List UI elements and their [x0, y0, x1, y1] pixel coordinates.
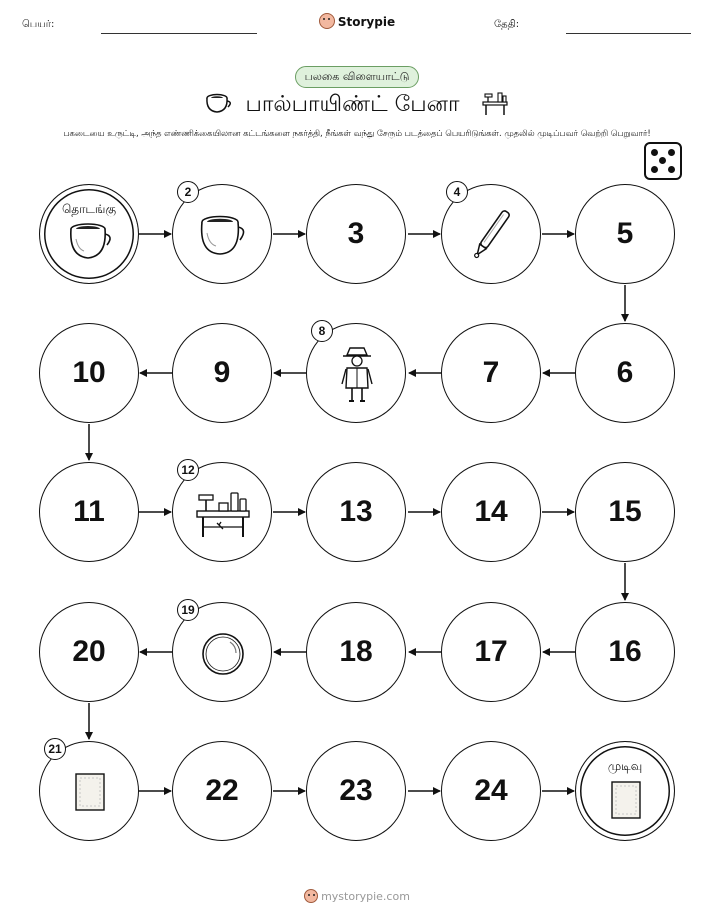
start-label: தொடங்கு: [61, 202, 117, 216]
cell-number: 13: [339, 495, 373, 528]
cell-number-tag: 4: [446, 181, 468, 203]
board-cell-22: [172, 741, 272, 841]
board-cell-19: [172, 602, 272, 702]
board-cell-6: [575, 323, 675, 423]
board-cell-12: [172, 462, 272, 562]
cell-number: 10: [72, 356, 106, 389]
board-cell-24: [441, 741, 541, 841]
cell-number: 3: [347, 217, 365, 250]
cell-number-tag: 19: [177, 599, 199, 621]
cell-number: 18: [339, 635, 373, 668]
cell-number-tag: 12: [177, 459, 199, 481]
brand-name: Storypie: [337, 15, 396, 29]
cell-number-tag: 21: [44, 738, 66, 760]
board-cell-18: [306, 602, 406, 702]
cell-number: 16: [608, 635, 642, 668]
cell-number: 5: [616, 217, 634, 250]
cell-number-tag: 2: [177, 181, 199, 203]
cell-number: 23: [339, 774, 373, 807]
workbench-icon: [191, 489, 255, 539]
board-cell-9: [172, 323, 272, 423]
title-text: பால்பாயிண்ட் பேனா: [245, 92, 460, 117]
board-cell-17: [441, 602, 541, 702]
board-cell-11: [39, 462, 139, 562]
cell-number: 15: [608, 495, 642, 528]
detective-icon: [339, 346, 375, 404]
cell-number: 22: [205, 774, 239, 807]
board-game-badge: பலகை விளையாட்டு: [295, 66, 419, 88]
board-cell-21: [39, 741, 139, 841]
finish-label: முடிவு: [607, 759, 643, 773]
storypie-logo-icon: [304, 889, 318, 903]
name-label: பெயர்:: [22, 19, 55, 30]
cell-number: 7: [482, 356, 500, 389]
cell-number: 17: [474, 635, 508, 668]
cell-number: 9: [213, 356, 231, 389]
instructions: பகடையை உருட்டி, அந்த எண்ணிக்கையிலான கட்டங்களை நகர்த்தி, நீங்கள் வந்து சேரும் படத்தைப் பெயரிடுங்கள். முதலில் முடிப்பவர் வெற்றி பெறுவார்!: [63, 128, 651, 138]
ball-bearing-icon: [200, 631, 246, 677]
footer: [0, 889, 714, 903]
ink-pot-icon: [196, 213, 248, 257]
cell-number-tag: 8: [311, 320, 333, 342]
paper-icon: [74, 772, 106, 812]
board-cell-13: [306, 462, 406, 562]
cell-number: 20: [72, 635, 106, 668]
board-cell-3: [306, 184, 406, 284]
board-cell-14: [441, 462, 541, 562]
board-cell-23: [306, 741, 406, 841]
pen-icon: [466, 205, 516, 265]
board-cell-7: [441, 323, 541, 423]
footer-link[interactable]: mystorypie.com: [321, 890, 410, 903]
board-cell-20: [39, 602, 139, 702]
board-cell-15: [575, 462, 675, 562]
board-cell-4: [441, 184, 541, 284]
board-cell-finish: [575, 741, 675, 841]
cell-number: 6: [616, 356, 634, 389]
board-cell-2: [172, 184, 272, 284]
cell-number: 24: [474, 774, 508, 807]
cell-number: 14: [474, 495, 508, 528]
board-cell-8: [306, 323, 406, 423]
date-label: தேதி:: [494, 19, 520, 30]
board-cell-5: [575, 184, 675, 284]
board-cell-10: [39, 323, 139, 423]
paper-icon: [610, 780, 642, 820]
board-cell-start: [39, 184, 139, 284]
board-cell-16: [575, 602, 675, 702]
ink-pot-icon: [66, 221, 114, 261]
cell-number: 11: [73, 495, 105, 528]
